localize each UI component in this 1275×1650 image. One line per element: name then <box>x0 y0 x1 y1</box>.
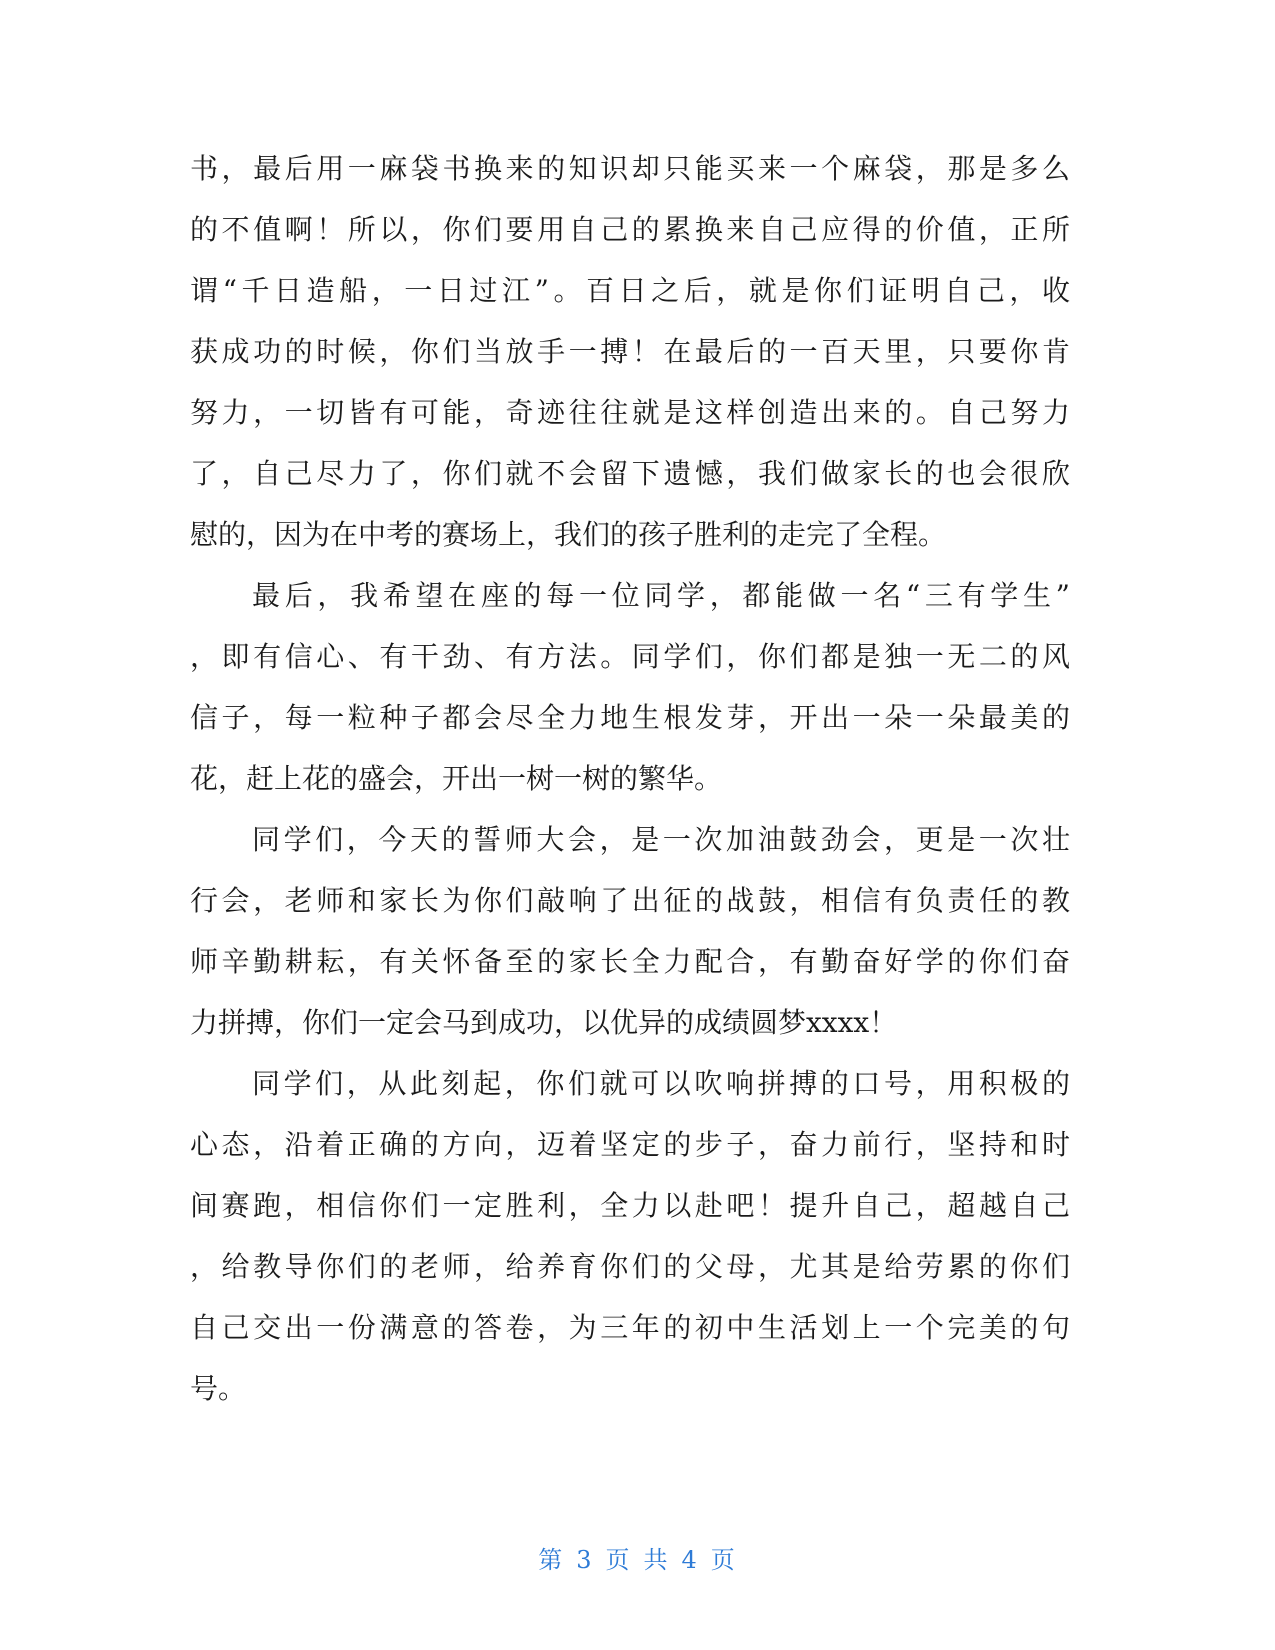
footer-page-label: 第 <box>538 1546 565 1574</box>
paragraph-first-line: 同学们，从此刻起，你们就可以吹响拼搏的口号，用积极的 <box>252 1067 1070 1100</box>
text-line: ，给教导你们的老师，给养育你们的父母，尤其是给劳累的你们 <box>190 1250 1070 1283</box>
paragraph-first-line: 同学们，今天的誓师大会，是一次加油鼓劲会，更是一次壮 <box>252 823 1070 856</box>
footer-total-pages: 4 <box>681 1546 699 1574</box>
text-line: 花，赶上花的盛会，开出一树一树的繁华。 <box>190 762 723 795</box>
footer-total-label: 共 <box>643 1546 670 1574</box>
text-line: 号。 <box>190 1372 247 1405</box>
text-line: 慰的，因为在中考的赛场上，我们的孩子胜利的走完了全程。 <box>190 518 947 551</box>
text-line: 获成功的时候，你们当放手一搏！在最后的一百天里，只要你肯 <box>190 335 1070 368</box>
text-line: 的不值啊！所以，你们要用自己的累换来自己应得的价值，正所 <box>190 213 1070 246</box>
text-line: 力拼搏，你们一定会马到成功，以优异的成绩圆梦xxxx！ <box>190 1006 898 1039</box>
text-line: 间赛跑，相信你们一定胜利，全力以赴吧！提升自己，超越自己 <box>190 1189 1070 1222</box>
text-line: ，即有信心、有干劲、有方法。同学们，你们都是独一无二的风 <box>190 640 1070 673</box>
footer-total-unit: 页 <box>710 1546 737 1574</box>
footer-current-page: 3 <box>576 1546 594 1574</box>
text-line: 了，自己尽力了，你们就不会留下遗憾，我们做家长的也会很欣 <box>190 457 1070 490</box>
document-body <box>190 138 1070 1419</box>
text-line: 书，最后用一麻袋书换来的知识却只能买来一个麻袋，那是多么 <box>190 152 1070 185</box>
text-line: 努力，一切皆有可能，奇迹往往就是这样创造出来的。自己努力 <box>190 396 1070 429</box>
text-line: 师辛勤耕耘，有关怀备至的家长全力配合，有勤奋好学的你们奋 <box>190 945 1070 978</box>
text-line: 自己交出一份满意的答卷，为三年的初中生活划上一个完美的句 <box>190 1311 1070 1344</box>
text-line: 谓“千日造船，一日过江”。百日之后，就是你们证明自己，收 <box>190 274 1070 307</box>
footer-page-unit: 页 <box>605 1546 632 1574</box>
text-line: 心态，沿着正确的方向，迈着坚定的步子，奋力前行，坚持和时 <box>190 1128 1070 1161</box>
text-line: 行会，老师和家长为你们敲响了出征的战鼓，相信有负责任的教 <box>190 884 1070 917</box>
text-line: 信子，每一粒种子都会尽全力地生根发芽，开出一朵一朵最美的 <box>190 701 1070 734</box>
page-footer <box>0 1540 1275 1575</box>
paragraph-first-line: 最后，我希望在座的每一位同学，都能做一名“三有学生” <box>252 579 1070 612</box>
